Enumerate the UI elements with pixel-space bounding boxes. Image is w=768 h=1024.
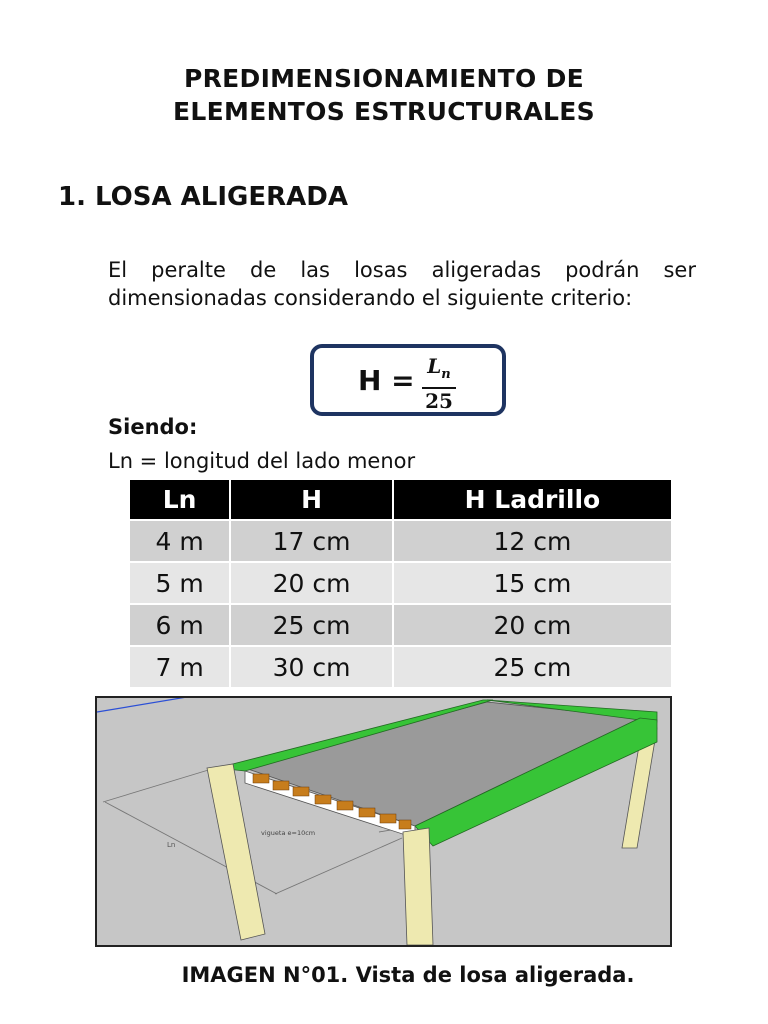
label-vigueta: vigueta e=10cm (261, 829, 316, 837)
table-cell: 7 m (130, 646, 230, 687)
slab-3d-figure (95, 696, 672, 947)
table-cell: 30 cm (230, 646, 393, 687)
table-cell: 17 cm (230, 520, 393, 562)
formula-lhs: H = (358, 364, 415, 397)
formula-numerator: $L_n$ (422, 354, 456, 389)
table-cell: 25 cm (393, 646, 671, 687)
slab-illustration (97, 698, 670, 945)
table-cell: 6 m (130, 604, 230, 646)
title-line-2: ELEMENTOS ESTRUCTURALES (173, 97, 595, 126)
table-row (130, 520, 671, 562)
header-h-ladrillo: H Ladrillo (393, 480, 671, 520)
table-cell: 15 cm (393, 562, 671, 604)
section-heading: 1. LOSA ALIGERADA (58, 182, 348, 212)
label-ln: Ln (167, 841, 176, 849)
table-cell: 20 cm (393, 604, 671, 646)
ln-definition: Ln = longitud del lado menor (108, 449, 416, 473)
table-row (130, 646, 671, 687)
table-cell: 20 cm (230, 562, 393, 604)
header-h: H (230, 480, 393, 520)
formula-box (310, 344, 506, 416)
header-ln: Ln (130, 480, 230, 520)
table-cell: 5 m (130, 562, 230, 604)
table-cell: 12 cm (393, 520, 671, 562)
formula-denominator: 25 (425, 389, 453, 413)
document-title (0, 62, 768, 128)
figure-caption: IMAGEN N°01. Vista de losa aligerada. (181, 963, 635, 987)
table-header-row (130, 480, 671, 520)
column-front-right (403, 828, 433, 945)
dimension-table (130, 480, 671, 687)
intro-paragraph: El peralte de las losas aligeradas podrán ser dimensionadas considerando el siguiente criterio: (108, 258, 696, 310)
table-cell: 4 m (130, 520, 230, 562)
title-line-1: PREDIMENSIONAMIENTO DE (183, 64, 585, 93)
table-row (130, 604, 671, 646)
table-row (130, 562, 671, 604)
table-cell: 25 cm (230, 604, 393, 646)
siendo-label: Siendo: (108, 415, 198, 439)
formula-fraction (422, 354, 456, 413)
